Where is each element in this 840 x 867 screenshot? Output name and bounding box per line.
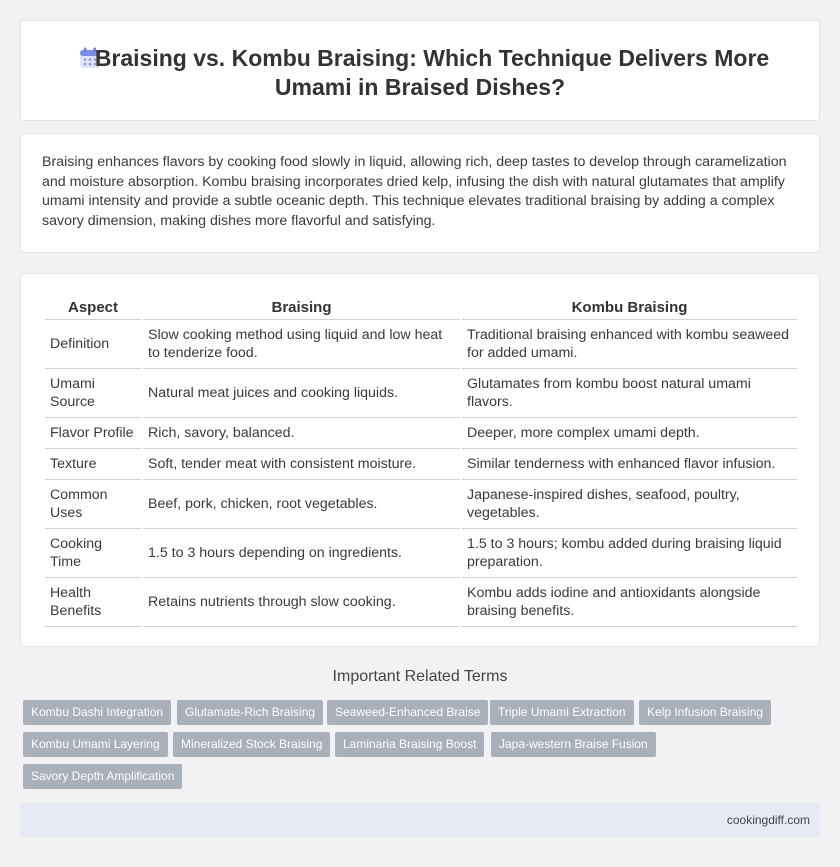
table-row	[45, 529, 797, 578]
related-term-tag[interactable]: Savory Depth Amplification	[23, 764, 182, 789]
cell-aspect: Health Benefits	[45, 578, 141, 627]
cell-kombu: Glutamates from kombu boost natural umami flavors.	[462, 369, 797, 418]
related-term-tag[interactable]: Seaweed-Enhanced Braise	[327, 700, 488, 725]
cell-braising: Natural meat juices and cooking liquids.	[143, 369, 460, 418]
cell-aspect: Common Uses	[45, 480, 141, 529]
comparison-table-card	[20, 273, 820, 647]
page-title: Braising vs. Kombu Braising: Which Technique Delivers More Umami in Braised Dishes?	[94, 45, 770, 100]
cell-braising: Soft, tender meat with consistent moisture.	[143, 449, 460, 480]
related-term-tag[interactable]: Kelp Infusion Braising	[639, 700, 771, 725]
footer	[20, 803, 820, 837]
intro-card	[20, 133, 820, 253]
cell-aspect: Texture	[45, 449, 141, 480]
cell-kombu: Traditional braising enhanced with kombu seaweed for added umami.	[462, 320, 797, 369]
cell-kombu: Deeper, more complex umami depth.	[462, 418, 797, 449]
cell-kombu: Similar tenderness with enhanced flavor infusion.	[462, 449, 797, 480]
header-aspect: Aspect	[45, 296, 141, 320]
intro-text: Braising enhances flavors by cooking food slowly in liquid, allowing rich, deep tastes to develop through caramelization and moisture absorption. Kombu braising incorporates dried kelp, infusing the dish with natural glutamates that amplify umami intensity and provide a subtle oceanic depth. This technique elevates traditional braising by adding a complex savory dimension, making dishes more flavorful and satisfying.	[42, 154, 787, 229]
cell-braising: Beef, pork, chicken, root vegetables.	[143, 480, 460, 529]
related-term-tag[interactable]: Kombu Umami Layering	[23, 732, 168, 757]
related-terms-title: Important Related Terms	[332, 668, 508, 685]
related-term-tag[interactable]: Japa-western Braise Fusion	[491, 732, 656, 757]
cell-kombu: Kombu adds iodine and antioxidants alongside braising benefits.	[462, 578, 797, 627]
cell-kombu: 1.5 to 3 hours; kombu added during braising liquid preparation.	[462, 529, 797, 578]
header-braising: Braising	[143, 296, 460, 320]
cell-aspect: Cooking Time	[45, 529, 141, 578]
table-row	[45, 578, 797, 627]
cell-braising: 1.5 to 3 hours depending on ingredients.	[143, 529, 460, 578]
cell-braising: Slow cooking method using liquid and low heat to tenderize food.	[143, 320, 460, 369]
cell-braising: Rich, savory, balanced.	[143, 418, 460, 449]
cell-aspect: Flavor Profile	[45, 418, 141, 449]
related-term-tag[interactable]: Kombu Dashi Integration	[23, 700, 171, 725]
cell-aspect: Umami Source	[45, 369, 141, 418]
cell-braising: Retains nutrients through slow cooking.	[143, 578, 460, 627]
comparison-table	[43, 296, 799, 627]
table-row	[45, 369, 797, 418]
related-term-tag[interactable]: Mineralized Stock Braising	[173, 732, 330, 757]
footer-site-link[interactable]: cookingdiff.com	[726, 813, 810, 827]
cell-aspect: Definition	[45, 320, 141, 369]
title-card	[20, 20, 820, 121]
table-row	[45, 449, 797, 480]
related-term-tag[interactable]: Triple Umami Extraction	[490, 700, 634, 725]
header-kombu-braising: Kombu Braising	[462, 296, 797, 320]
related-term-tag[interactable]: Laminaria Braising Boost	[335, 732, 484, 757]
table-row	[45, 320, 797, 369]
table-row	[45, 418, 797, 449]
related-term-tag[interactable]: Glutamate-Rich Braising	[177, 700, 323, 725]
cell-kombu: Japanese-inspired dishes, seafood, poultry, vegetables.	[462, 480, 797, 529]
table-row	[45, 480, 797, 529]
